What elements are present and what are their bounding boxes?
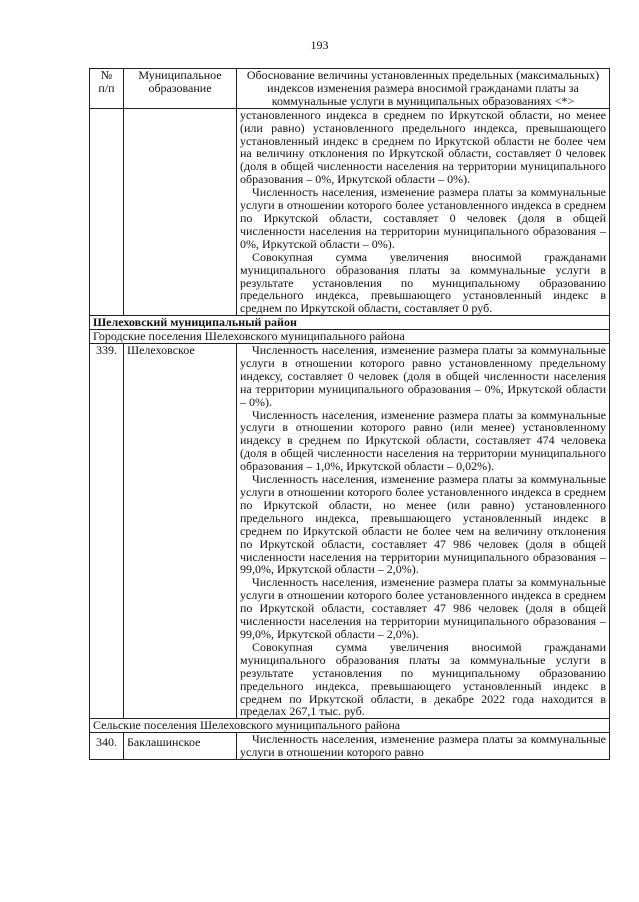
urban-section-row	[90, 330, 610, 344]
basis-paragraph: Численность населения, изменение размера платы за коммунальные услуги в отношении которого более установленного индекса в среднем по Иркутской области, но менее (или равно) установленного предельного индекса, превышающего установленный индекс в среднем по Иркутской области не более чем на величину отклонения по Иркутской области, составляет 47 986 человек (доля в общей численности населения на территории муниципального образования – 99,0%, Иркутской области – 2,0%).	[240, 472, 606, 577]
basis-paragraph: Совокупная сумма увеличения вносимой гражданами муниципального образования платы за коммунальные услуги в результате установления по муниципальному образованию предельного индекса, превышающего установленный индекс в среднем по Иркутской области, в декабре 2022 года находится в пределах 267,1 тыс. руб.	[240, 639, 606, 719]
page-number: 193	[310, 38, 329, 52]
basis-paragraph: Численность населения, изменение размера платы за коммунальные услуги в отношении которого равно	[240, 732, 606, 760]
header-num-line1: №	[100, 68, 113, 82]
municipality-name: Баклашинское	[124, 733, 237, 760]
indices-table	[89, 68, 610, 760]
rural-section-row	[90, 719, 610, 733]
header-mun-line1: Муниципальное	[138, 68, 222, 82]
rural-section-title: Сельские поселения Шелеховского муниципального района	[90, 719, 610, 733]
row-number: 339.	[90, 344, 124, 719]
row-number: 340.	[90, 733, 124, 760]
basis-cell	[237, 733, 610, 760]
district-title: Шелеховский муниципальный район	[90, 316, 610, 330]
table-row	[90, 733, 610, 760]
header-mun-line2: образование	[148, 80, 212, 95]
municipality-name: Шелеховское	[124, 344, 237, 719]
header-num-line2: п/п	[98, 80, 115, 95]
header-basis: Обоснование величины установленных предельных (максимальных) индексов изменения размера вносимой гражданами платы за коммунальные услуги в муниципальных образованиях <*>	[237, 69, 610, 109]
header-row	[90, 69, 610, 109]
basis-paragraph: Численность населения, изменение размера платы за коммунальные услуги в отношении которого равно (или менее) установленному индексу в среднем по Иркутской области, составляет 474 человека (доля в общей численности населения на территории муниципального образования – 1,0%, Иркутской области – 0,02%).	[240, 407, 606, 474]
basis-paragraph: Численность населения, изменение размера платы за коммунальные услуги в отношении которого более установленного индекса в среднем по Иркутской области, составляет 47 986 человек (доля в общей численности населения на территории муниципального образования – 99,0%, Иркутской области – 2,0%).	[240, 575, 606, 641]
continued-row	[90, 108, 610, 316]
header-num	[90, 69, 124, 109]
continued-basis-cell	[237, 108, 610, 316]
basis-cell	[237, 344, 610, 719]
header-municipality	[124, 69, 237, 109]
continued-paragraph: Численность населения, изменение размера платы за коммунальные услуги в отношении которого более установленного индекса в среднем по Иркутской области, составляет 0 человек (доля в общей численности населения на территории муниципального образования – 0%, Иркутской области – 0%).	[240, 185, 606, 251]
continued-paragraph: Совокупная сумма увеличения вносимой гражданами муниципального образования платы за коммунальные услуги в результате установления по муниципальному образованию предельного индекса, превышающего установленный индекс в среднем по Иркутской области, составляет 0 руб.	[240, 249, 606, 316]
continued-mun-cell	[124, 108, 237, 316]
continued-paragraph: установленного индекса в среднем по Иркутской области, но менее (или равно) установленного предельного индекса, превышающего установленный индекс в среднем по Иркутской области не более чем на величину отклонения по Иркутской области, составляет 0 человек (доля в общей численности населения на территории муниципального образования – 0%, Иркутской области – 0%).	[240, 107, 606, 187]
basis-paragraph: Численность населения, изменение размера платы за коммунальные услуги в отношении которого равно установленному предельному индексу, составляет 0 человек (доля в общей численности населения на территории муниципального образования – 0%, Иркутской области – 0%).	[240, 343, 606, 409]
urban-section-title: Городские поселения Шелеховского муниципального района	[90, 330, 610, 344]
district-row	[90, 316, 610, 330]
continued-num-cell	[90, 108, 124, 316]
table-row	[90, 344, 610, 719]
